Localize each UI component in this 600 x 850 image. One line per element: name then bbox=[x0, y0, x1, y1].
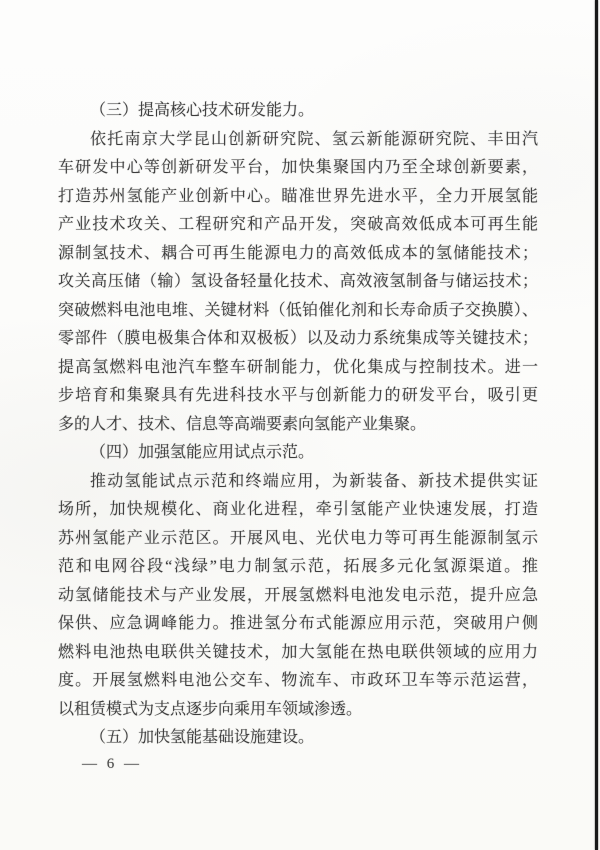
text-line: 源制氢技术、耦合可再生能源电力的高效低成本的氢储能技术； bbox=[58, 244, 538, 262]
text-line: 以租赁模式为支点逐步向乘用车领域渗透。 bbox=[58, 700, 363, 718]
text-line: 度。开展氢燃料电池公交车、物流车、市政环卫车等示范运营， bbox=[58, 672, 538, 689]
document-body bbox=[58, 97, 538, 753]
text-line: 场所，加快规模化、商业化进程，牵引氢能产业快速发展，打造 bbox=[58, 501, 538, 518]
text-line: 苏州氢能产业示范区。开展风电、光伏电力等可再生能源制氢示 bbox=[58, 529, 538, 547]
text-line: 步培育和集聚具有先进科技水平与创新能力的研发平台，吸引更 bbox=[58, 387, 538, 404]
text-line: 推动氢能试点示范和终端应用，为新装备、新技术提供实证 bbox=[90, 472, 538, 490]
text-line: （四）加强氢能应用试点示范。 bbox=[90, 444, 315, 461]
text-line: 范和电网谷段“浅绿”电力制氢示范，拓展多元化氢源渠道。推 bbox=[58, 558, 538, 575]
text-line: 提高氢燃料电池汽车整车研制能力，优化集成与控制技术。进一 bbox=[58, 358, 538, 376]
text-line: 保供、应急调峰能力。推进氢分布式能源应用示范，突破用户侧 bbox=[58, 615, 538, 632]
text-line: 突破燃料电池电堆、关键材料（低铂催化剂和长寿命质子交换膜）、 bbox=[58, 301, 538, 319]
page-edge-line bbox=[595, 0, 598, 850]
page-number: — 6 — bbox=[82, 756, 142, 772]
text-line: 依托南京大学昆山创新研究院、氢云新能源研究院、丰田汽 bbox=[90, 130, 538, 148]
text-line: 车研发中心等创新研发平台，加快集聚国内乃至全球创新要素， bbox=[58, 159, 538, 176]
text-line: 燃料电池热电联供关键技术，加大氢能在热电联供领域的应用力 bbox=[58, 643, 538, 661]
text-line: 多的人才、技术、信息等高端要素向氢能产业集聚。 bbox=[58, 415, 427, 433]
text-line: 零部件（膜电极集合体和双极板）以及动力系统集成等关键技术； bbox=[58, 330, 538, 347]
text-line: （三）提高核心技术研发能力。 bbox=[90, 102, 315, 119]
text-line: 攻关高压储（输）氢设备轻量化技术、高效液氢制备与储运技术； bbox=[58, 273, 538, 290]
text-line: 打造苏州氢能产业创新中心。瞄准世界先进水平，全力开展氢能 bbox=[58, 187, 538, 205]
text-line: （五）加快氢能基础设施建设。 bbox=[90, 729, 315, 746]
text-line: 产业技术攻关、工程研究和产品开发，突破高效低成本可再生能 bbox=[58, 216, 538, 233]
text-line: 动氢储能技术与产业发展，开展氢燃料电池发电示范，提升应急 bbox=[58, 586, 538, 604]
